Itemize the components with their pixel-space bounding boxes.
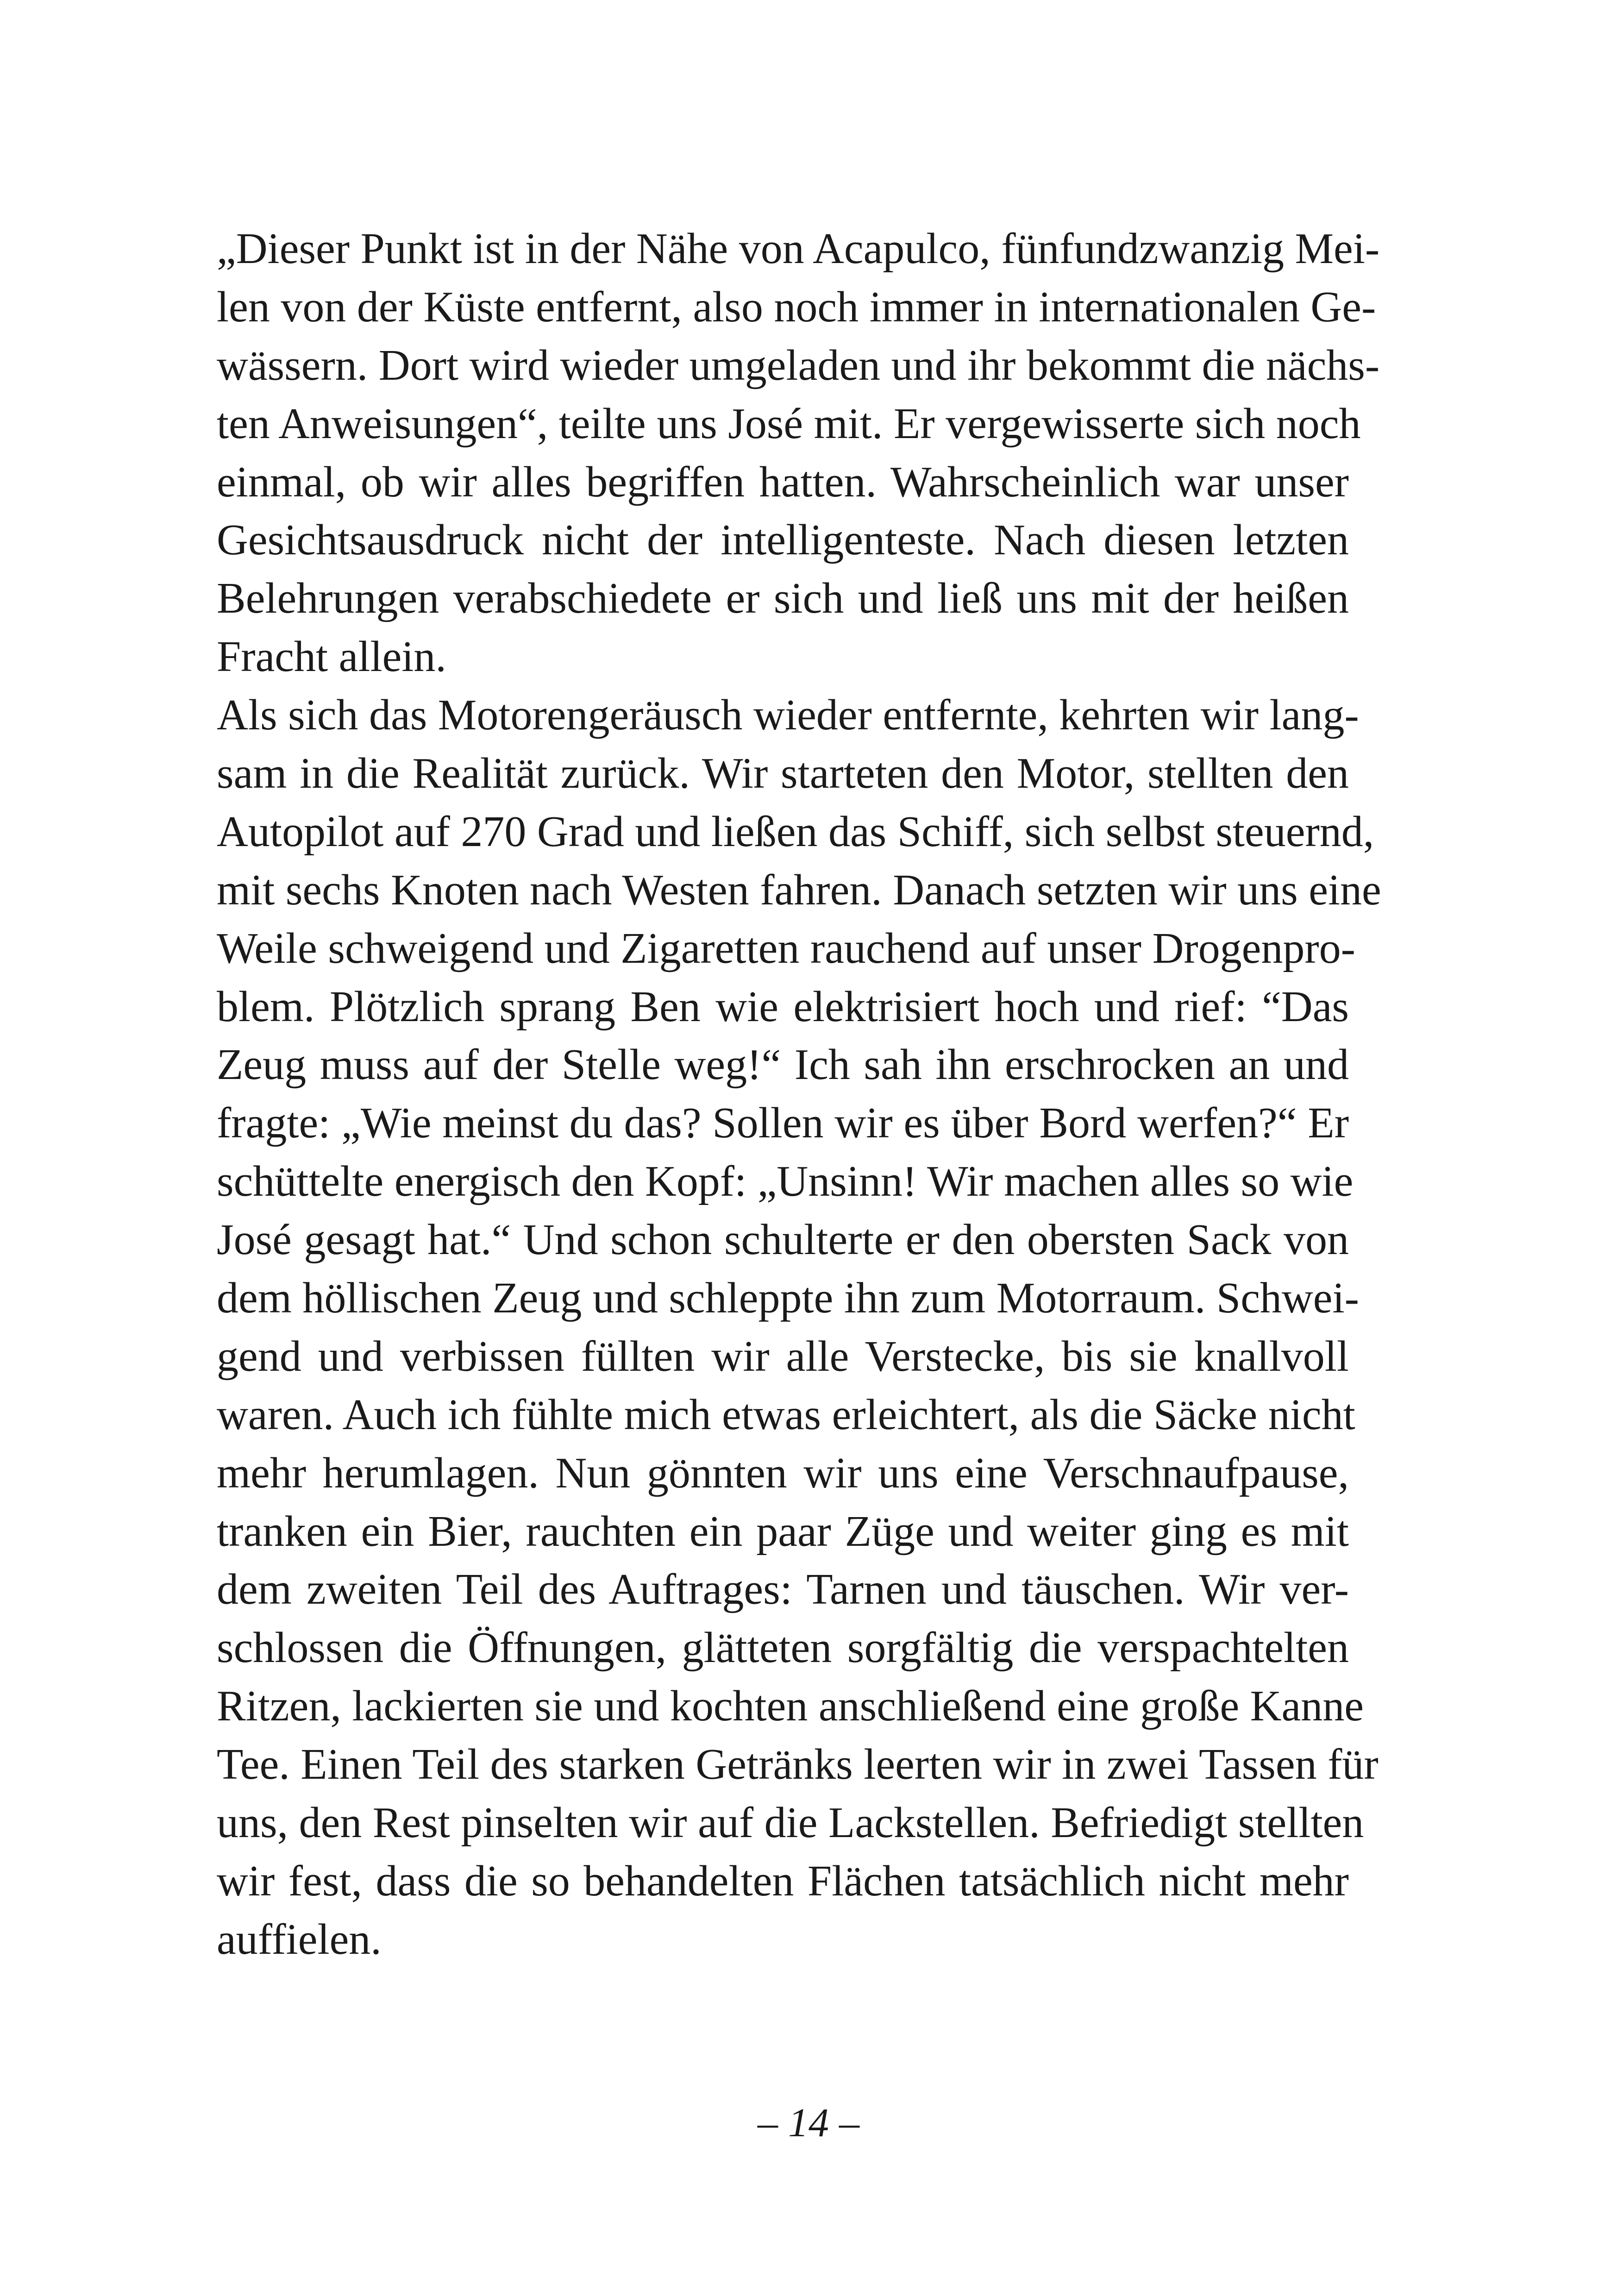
text-line: Als sich das Motorengeräusch wieder entfernte, kehrten wir lang-	[217, 691, 1359, 740]
paragraph-end-line: auffielen.	[217, 1915, 382, 1964]
page-number: – 14 –	[758, 2101, 859, 2145]
text-line: waren. Auch ich fühlte mich etwas erleichtert, als die Säcke nicht	[217, 1390, 1355, 1439]
text-line: Zeug muss auf der Stelle weg!“ Ich sah ihn erschrocken an und	[217, 1041, 1349, 1089]
paragraph-end-line: Fracht allein.	[217, 633, 446, 681]
text-line: mit sechs Knoten nach Westen fahren. Danach setzten wir uns eine	[217, 866, 1381, 914]
text-line: „Dieser Punkt ist in der Nähe von Acapulco, fünfundzwanzig Mei-	[217, 225, 1380, 273]
text-line: uns, den Rest pinselten wir auf die Lackstellen. Befriedigt stellten	[217, 1799, 1364, 1847]
text-line: Belehrungen verabschiedete er sich und ließ uns mit der heißen	[217, 574, 1349, 623]
text-line: dem zweiten Teil des Auftrages: Tarnen und täuschen. Wir ver-	[217, 1565, 1349, 1614]
text-line: Weile schweigend und Zigaretten rauchend auf unser Drogenpro-	[217, 924, 1355, 972]
text-line: sam in die Realität zurück. Wir starteten den Motor, stellten den	[217, 749, 1349, 798]
text-line: len von der Küste entfernt, also noch immer in internationalen Ge-	[217, 282, 1376, 331]
text-line: blem. Plötzlich sprang Ben wie elektrisiert hoch und rief: “Das	[217, 982, 1349, 1031]
text-line: Autopilot auf 270 Grad und ließen das Schiff, sich selbst steuernd,	[217, 807, 1374, 856]
text-line: Gesichtsausdruck nicht der intelligenteste. Nach diesen letzten	[217, 516, 1349, 565]
text-line: mehr herumlagen. Nun gönnten wir uns eine Verschnaufpause,	[217, 1449, 1349, 1497]
text-line: Tee. Einen Teil des starken Getränks leerten wir in zwei Tassen für	[217, 1740, 1379, 1789]
text-line: wir fest, dass die so behandelten Flächen tatsächlich nicht mehr	[217, 1857, 1349, 1905]
text-line: ten Anweisungen“, teilte uns José mit. Er vergewisserte sich noch	[217, 399, 1361, 448]
text-line: José gesagt hat.“ Und schon schulterte er den obersten Sack von	[217, 1216, 1349, 1264]
text-line: schüttelte energisch den Kopf: „Unsinn! Wir machen alles so wie	[217, 1157, 1354, 1206]
text-line: gend und verbissen füllten wir alle Verstecke, bis sie knallvoll	[217, 1332, 1349, 1380]
text-line: fragte: „Wie meinst du das? Sollen wir es über Bord werfen?“ Er	[217, 1099, 1349, 1148]
text-line: einmal, ob wir alles begriffen hatten. Wahrscheinlich war unser	[217, 458, 1349, 506]
text-line: Ritzen, lackierten sie und kochten anschließend eine große Kanne	[217, 1682, 1364, 1731]
text-line: tranken ein Bier, rauchten ein paar Züge und weiter ging es mit	[217, 1507, 1349, 1556]
text-line: wässern. Dort wird wieder umgeladen und ihr bekommt die nächs-	[217, 341, 1380, 389]
text-line: dem höllischen Zeug und schleppte ihn zum Motorraum. Schwei-	[217, 1274, 1359, 1323]
text-line: schlossen die Öffnungen, glätteten sorgfältig die verspachtelten	[217, 1624, 1349, 1672]
body-text	[217, 220, 1381, 1969]
